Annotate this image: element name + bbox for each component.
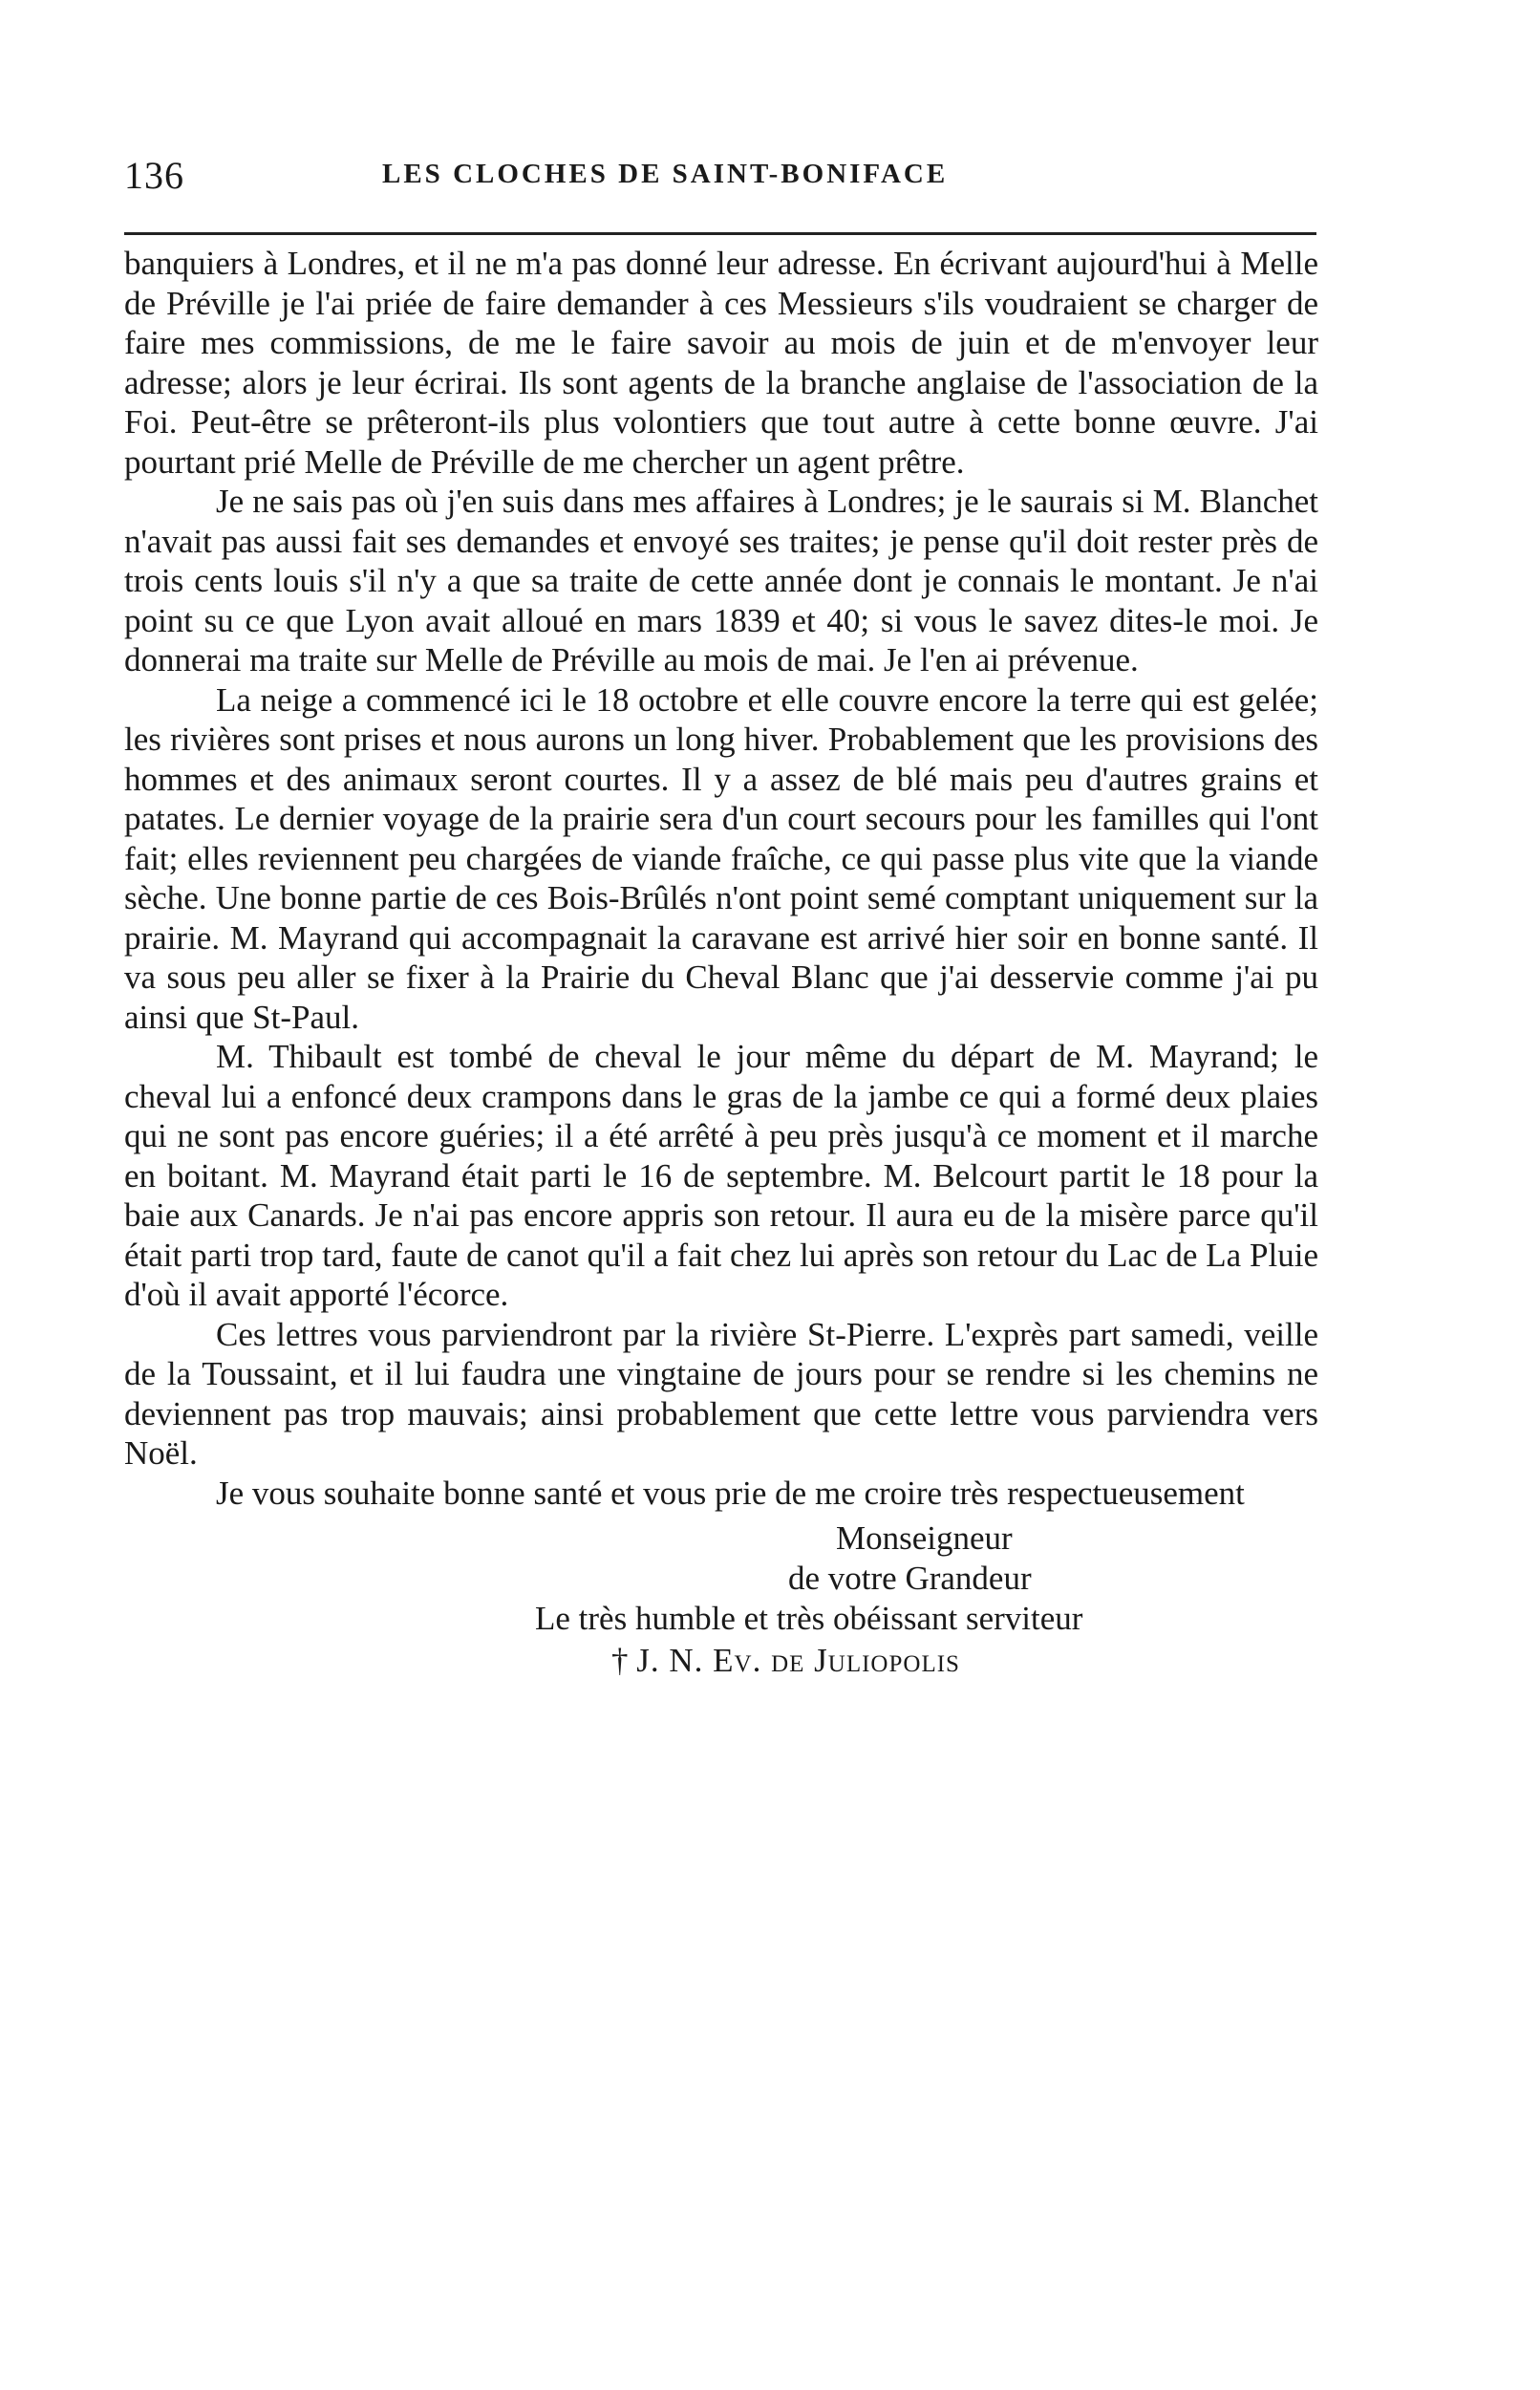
- letter-closing: [124, 1513, 1318, 1742]
- paragraph-3: La neige a commencé ici le 18 octobre et elle couvre encore la terre qui est gelée; les rivières sont prises et nous aurons un long hiver. Probablement que les provisions des hommes et des animaux seront courtes. Il y a assez de blé mais peu d'autres grains et patates. Le dernier voyage de la prairie sera d'un court secours pour les familles qui l'ont fait; elles reviennent peu chargées de viande fraîche, ce qui passe plus vite que la viande sèche. Une bonne partie de ces Bois-Brûlés n'ont point semé comptant uniquement sur la prairie. M. Mayrand qui accompagnait la caravane est arrivé hier soir en bonne santé. Il va sous peu aller se fixer à la Prairie du Cheval Blanc que j'ai desservie comme j'ai pu ainsi que St-Paul.: [124, 680, 1318, 1036]
- running-title: LES CLOCHES DE SAINT-BONIFACE: [382, 159, 949, 189]
- letter-body: [124, 244, 1318, 1742]
- closing-formula: Le très humble et très obéissant serviteur: [535, 1600, 1083, 1637]
- closing-salutation: Monseigneur: [836, 1519, 1013, 1557]
- signature: [611, 1641, 960, 1681]
- running-head: [124, 153, 1328, 201]
- signature-cross: †: [611, 1642, 629, 1679]
- paragraph-4: M. Thibault est tombé de cheval le jour même du départ de M. Mayrand; le cheval lui a enfoncé deux crampons dans le gras de la jambe ce qui a formé deux plaies qui ne sont pas encore guéries; il a été arrêté à peu près jusqu'à ce moment et il marche en boitant. M. Mayrand était parti le 16 de septembre. M. Belcourt partit le 18 pour la baie aux Canards. Je n'ai pas encore appris son retour. Il aura eu de la misère parce qu'il était parti trop tard, faute de canot qu'il a fait chez lui après son retour du Lac de La Pluie d'où il avait apporté l'écorce.: [124, 1038, 1318, 1313]
- header-rule: [124, 232, 1316, 235]
- page-number: 136: [124, 154, 184, 197]
- paragraph-1: banquiers à Londres, et il ne m'a pas donné leur adresse. En écrivant aujourd'hui à Melle de Préville je l'ai priée de faire demander à ces Messieurs s'ils voudraient se charger de faire mes commissions, de me le faire savoir au mois de juin et de m'envoyer leur adresse; alors je leur écrirai. Ils sont agents de la branche anglaise de l'association de la Foi. Peut-être se prêteront-ils plus volontiers que tout autre à cette bonne œuvre. J'ai pourtant prié Melle de Préville de me chercher un agent prêtre.: [124, 245, 1318, 481]
- paragraph-2: Je ne sais pas où j'en suis dans mes affaires à Londres; je le saurais si M. Blanchet n'avait pas aussi fait ses demandes et envoyé ses traites; je pense qu'il doit rester près de trois cents louis s'il n'y a que sa traite de cette année dont je connais le montant. Je n'ai point su ce que Lyon avait alloué en mars 1839 et 40; si vous le savez dites-le moi. Je donnerai ma traite sur Melle de Préville au mois de mai. Je l'en ai prévenue.: [124, 483, 1318, 678]
- paragraph-5: Ces lettres vous parviendront par la rivière St-Pierre. L'exprès part samedi, veille de la Toussaint, et il lui faudra une vingtaine de jours pour se rendre si les chemins ne deviennent pas trop mauvais; ainsi probablement que cette lettre vous parviendra vers Noël.: [124, 1315, 1318, 1472]
- paragraph-6: Je vous souhaite bonne santé et vous prie de me croire très respectueusement: [216, 1474, 1245, 1512]
- closing-address: de votre Grandeur: [788, 1560, 1032, 1597]
- signature-name: J. N. Ev. de Juliopolis: [636, 1642, 960, 1679]
